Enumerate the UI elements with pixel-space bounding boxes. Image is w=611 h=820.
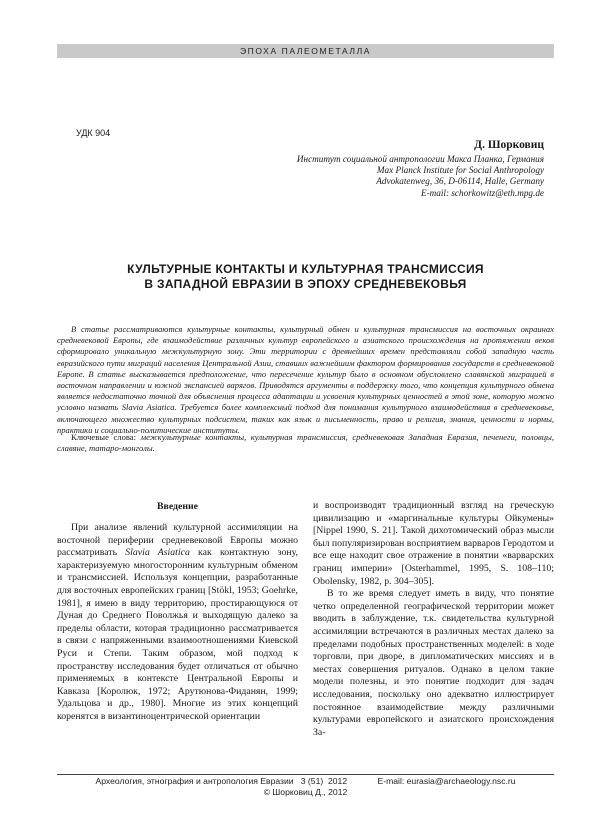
- issue-number: 3 (51): [300, 776, 324, 786]
- udk-code: УДК 904: [76, 128, 111, 138]
- issue-year: 2012: [328, 776, 348, 786]
- left-column: [57, 522, 298, 724]
- abstract: В статье рассматриваются культурные контакты, культурный обмен и культурная трансмиссия на восточных окраинах средневековой Европы, где взаимодействие различных культур европейского и азиатского происхождения на протяжении веков сформировало уникальную межкультурную зону. Эти территории с древнейших времен представляли собой западную часть евразийского пути миграций населения Центральной Азии, ставших важнейшим фактором формирования государств в средневековой Европе. В статье высказывается предположение, что пересечение культур было в основном обусловлено славянской миграцией в восточном направлении и южной экспансией варягов. Приводятся аргументы в поддержку того, что концепция культурного обмена является недостаточно точной для объяснения процесса адаптации и усвоения культурных ценностей в этой зоне, которую можно условно назвать Slavia Asiatica. Требуется более комплексный подход для понимания культурного взаимодействия в средневековье, включающего множество культурных подсистем, таких как язык и письменность, право и религия, знания, ценности и нормы, практики и социально-политические институты.: [57, 324, 554, 435]
- journal-email: E-mail: eurasia@archaeology.nsc.ru: [377, 776, 516, 786]
- author-email: E-mail: schorkowitz@eth.mpg.de: [420, 187, 544, 198]
- paragraph-text: При анализе явлений культурной ассимиляции на восточной периферии средневековой Европы можно рассматривать: [57, 522, 298, 559]
- paragraph: [57, 522, 298, 724]
- paragraph: В то же время следует иметь в виду, что понятие четко определенной географической территории может вводить в заблуждение, т.к. свидетельства культурной ассимиляции встречаются в различных местах далеко за пределами подобных пространственных моделей: в ходе торговли, при дворе, в дипломатических миссиях и в местах совершения ритуалов. Однако в целом такие модели полезны, и это понятие подходит для задач исследования, поскольку оно адекватно иллюстрирует постоянное взаимодействие между различными культурами европейского и азиатского происхождения За-: [313, 588, 554, 738]
- keywords: [57, 432, 554, 454]
- title-line: КУЛЬТУРНЫЕ КОНТАКТЫ И КУЛЬТУРНАЯ ТРАНСМИССИЯ: [127, 262, 484, 276]
- title-line: В ЗАПАДНОЙ ЕВРАЗИИ В ЭПОХУ СРЕДНЕВЕКОВЬЯ: [144, 277, 467, 291]
- paragraph-italic-term: Slavia Asiatica: [125, 547, 190, 559]
- affiliation-line: Advokatenweg, 36, D-06114, Halle, Germany: [376, 176, 544, 187]
- right-column: [313, 500, 554, 739]
- journal-name: Археология, этнография и антропология Евразии: [95, 776, 294, 786]
- page-footer: [57, 776, 554, 798]
- affiliation-line: Max Planck Institute for Social Anthropology: [376, 165, 544, 176]
- footer-line: [57, 776, 554, 787]
- section-heading-introduction: Введение: [157, 501, 198, 512]
- article-title: [57, 262, 554, 292]
- paragraph-text: как контактную зону, характеризуемую многосторонним культурным обменом и трансмиссией. Используя концепции, разработанные для восточных европейских границ [Stökl, 1953; Goehrke, 1981], я имею в виду территорию, простирающуюся от Дуная до Среднего Поволжья и выходящую далеко за пределы области, которая традиционно рассматривается в связи с напряженными взаимоотношениями Киевской Руси и Степи. Таким образом, мой подход к пространству исследования будет отличаться от обычно применяемых в контексте Центральной Европы и Кавказа [Королюк, 1972; Арутюнова-Фиданян, 1999; Удальцова и др., 1980]. Многие из этих концепций коренятся в византиноцентрической ориентации: [57, 547, 298, 722]
- footer-rule: [57, 774, 554, 775]
- author-name: Д. Шорковиц: [474, 139, 544, 151]
- affiliation-line: Институт социальной антропологии Макса Планка, Германия: [296, 154, 544, 164]
- author-affiliation: [224, 154, 544, 199]
- keywords-label: Ключевые слова:: [71, 432, 137, 442]
- section-header-band: [57, 44, 554, 58]
- keywords-text: межкультурные контакты, культурная трансмиссия, средневековая Западная Евразия, печенеги, половцы, славяне, татаро-монголы.: [57, 432, 554, 454]
- paragraph: и воспроизводят традиционный взгляд на греческую цивилизацию и «маргинальные культуры Ойкумены» [Nippel 1990, S. 21]. Такой дихотомический образ мысли был популяризирован восприятием варваров Геродотом и все еще находит свое отражение в понятии «варварских границ империи» [Osterhammel, 1995, S. 108–110; Obolensky, 1982, p. 304–305].: [313, 500, 554, 587]
- copyright: © Шорковиц Д., 2012: [263, 787, 348, 797]
- section-title: ЭПОХА ПАЛЕОМЕТАЛЛА: [239, 46, 372, 56]
